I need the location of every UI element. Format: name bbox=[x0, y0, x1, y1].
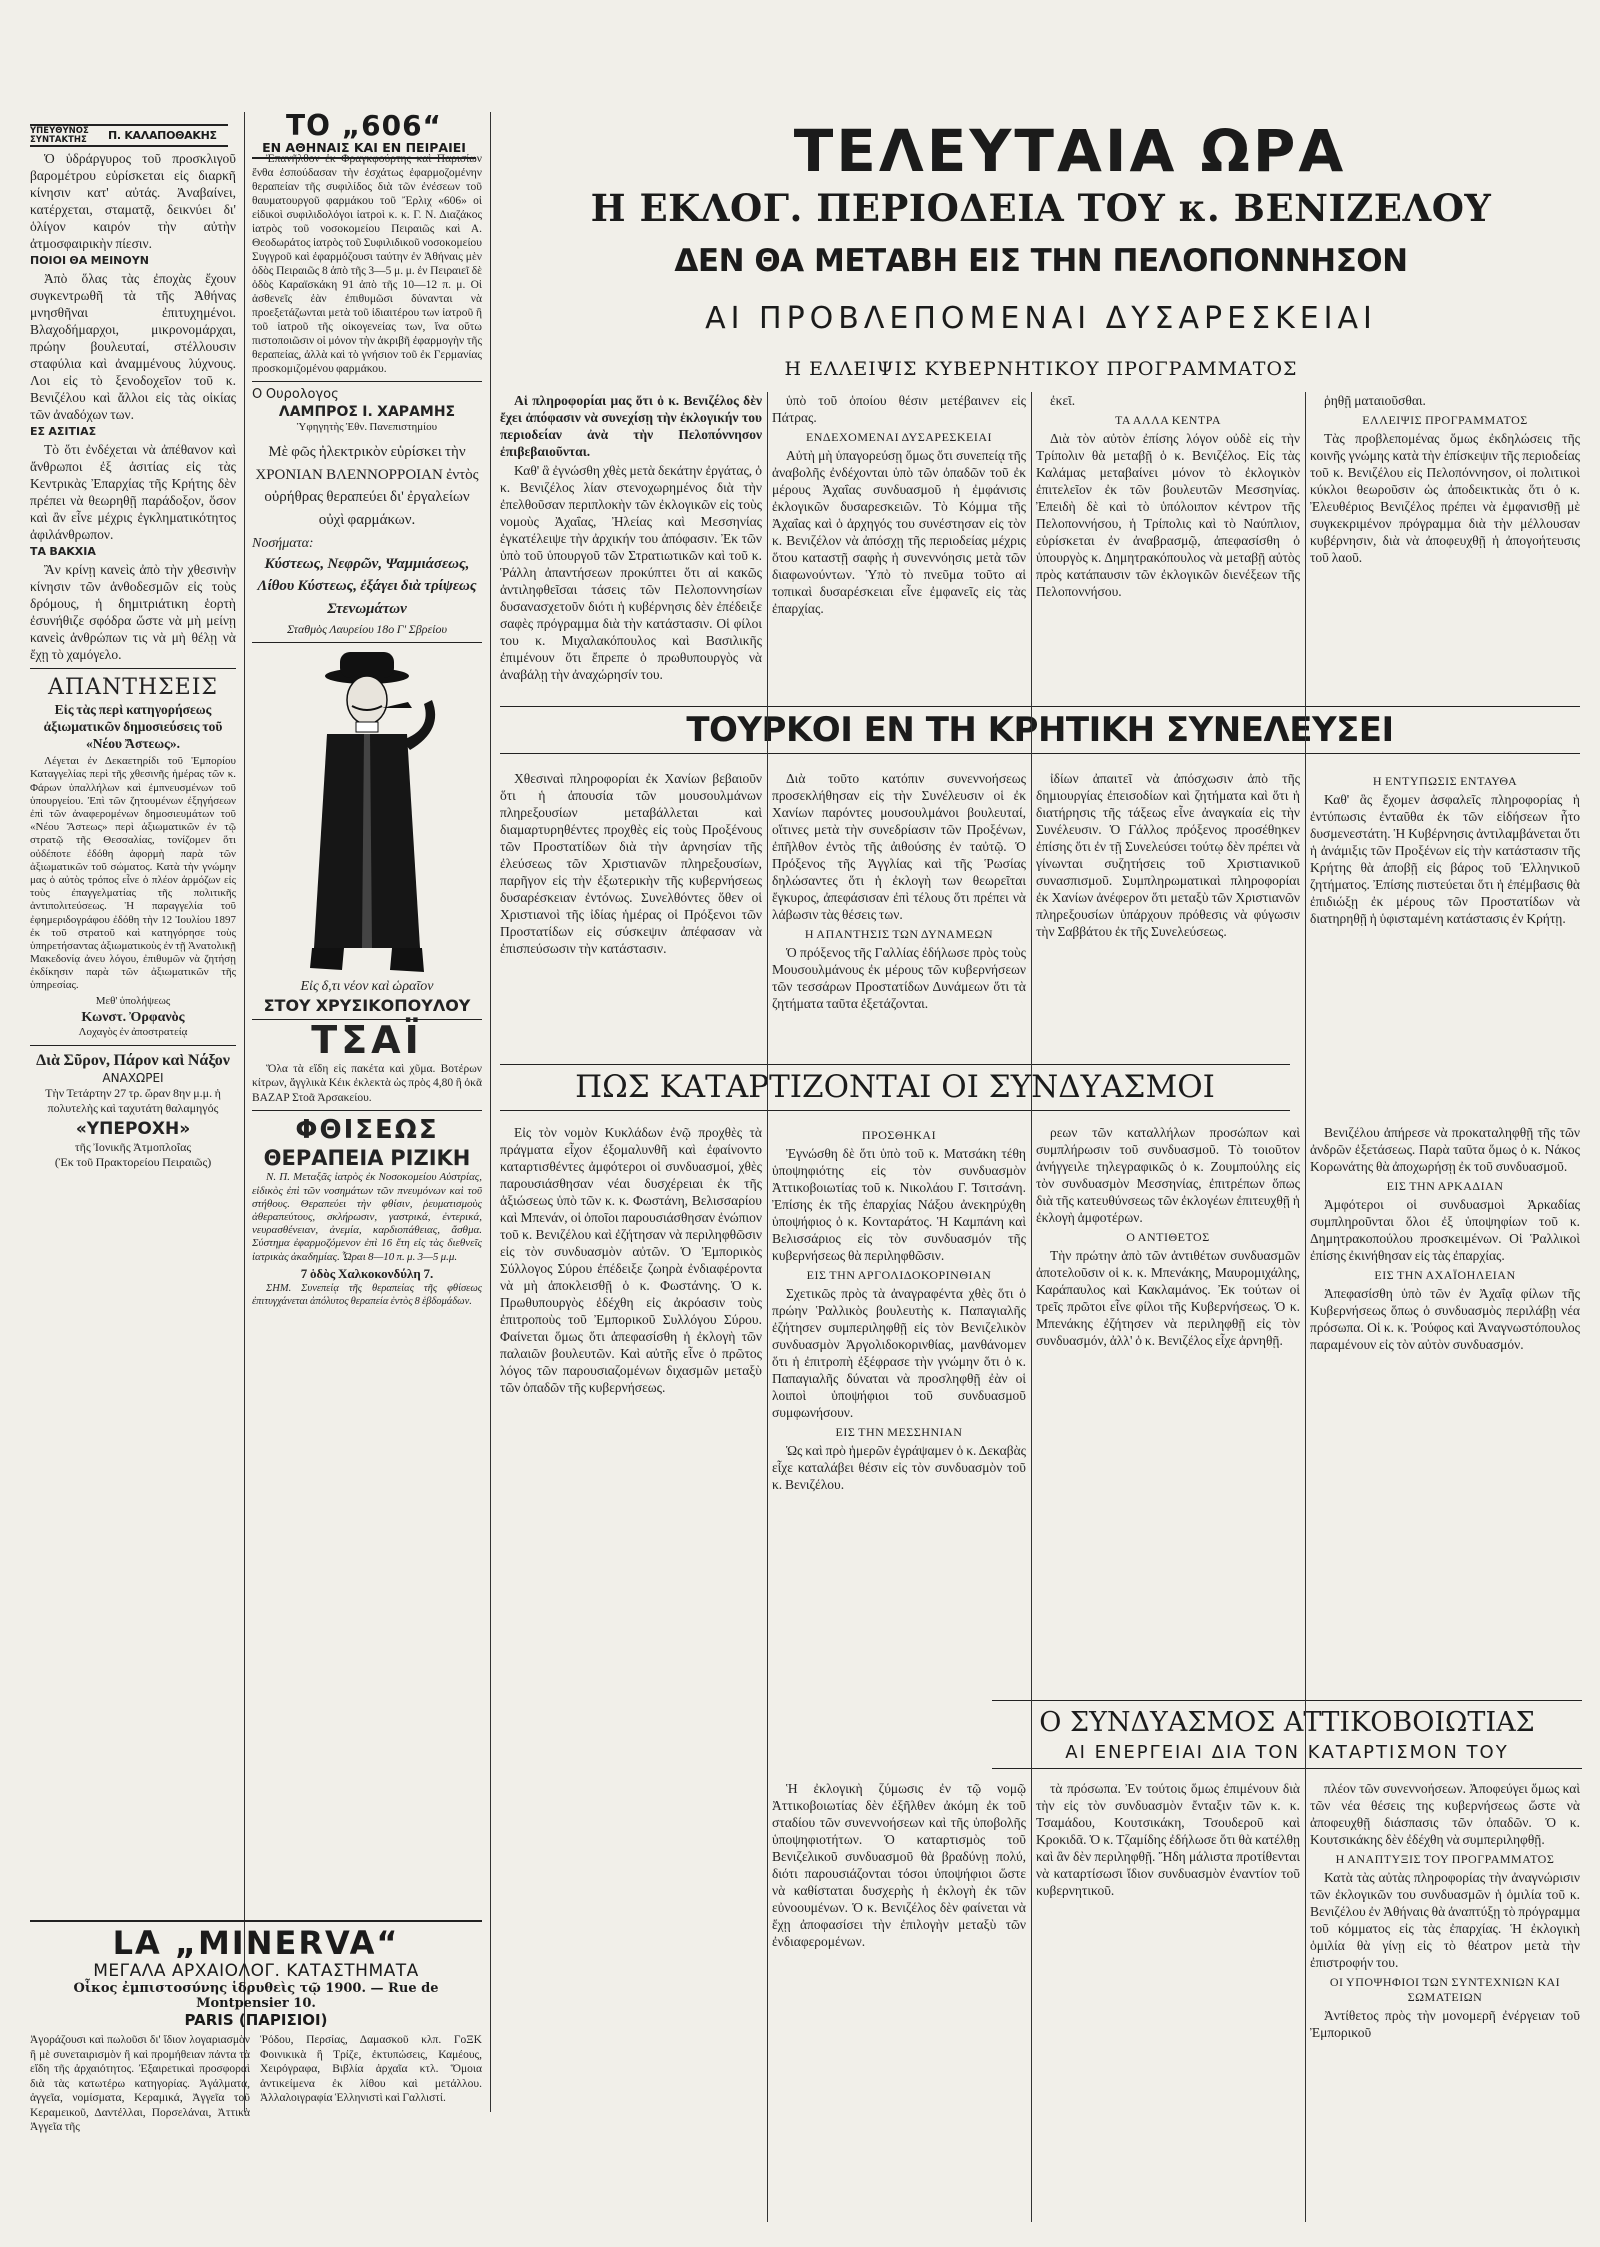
main-article-col-c bbox=[1036, 392, 1300, 602]
main-c-text: ἐκεῖ. bbox=[1050, 393, 1076, 408]
coalitions-b-subhead3: ΕΙΣ ΤΗΝ ΜΕΣΣΗΝΙΑΝ bbox=[835, 1425, 963, 1440]
turks-col-d bbox=[1310, 770, 1580, 929]
coalitions-b2-body: Σχετικῶς πρὸς τὰ ἀναγραφέντα χθὲς ὅτι ὁ πρώην Ῥαλλικὸς βουλευτὴς κ. Παπαγιαλῆς ἐζήτησεν συμπεριληφθῇ εἰς τὸν Βενιζελικὸν συνδυασμὸν Ἀργολιδοκορινθίας, μανθάνομεν ὅτι ἡ ἐπιτροπὴ ἐξέφρασε τὴν γνώμην ὅτι ὁ κ. Παπαγιαλῆς δύναται νὰ προσληφθῇ ἐὰν οἱ λοιποὶ ὑποψήφιοι τοῦ συνδυασμοῦ συμφωνήσουν. bbox=[772, 1286, 1026, 1421]
tea-title: ΤΣΑΪ bbox=[311, 1018, 423, 1063]
signature-role: Λοχαγὸς ἐν ἀποστρατείᾳ bbox=[78, 1026, 188, 1039]
coalitions-col-c bbox=[1036, 1124, 1300, 1351]
headline-displeasure: ΑΙ ΠΡΟΒΛΕΠΟΜΕΝΑΙ ΔΥΣΑΡΕΣΚΕΙΑΙ bbox=[705, 301, 1377, 336]
column-rule-1 bbox=[244, 112, 245, 2112]
attica-subheadline: ΑΙ ΕΝΕΡΓΕΙΑΙ ΔΙΑ ΤΟΝ ΚΑΤΑΡΤΙΣΜΟΝ ΤΟΥ bbox=[992, 1744, 1582, 1769]
main-c-body: Διὰ τὸν αὐτὸν ἐπίσης λόγον οὐδὲ εἰς τὴν Τρίπολιν θὰ μεταβῇ ὁ κ. Βενιζέλος. Εἰς τὰς Καλάμας μεταβαίνει μόνον τὸ ἐκλογικὸν ἐπιτελεῖον ἐκ τῶν βουλευτῶν Μεσσηνίας. Ἐπειδὴ δὲ καὶ τὸ ὑπόλοιπον κέντρον τῆς Πελοποννήσου, ἡ Τρίπολις καὶ τὸ Ναύπλιον, εὑρίσκεται ἐν ἀναβρασμῷ, ἀπεφασίσθη ὁ ὑπουργὸς κ. Δημητρακόπουλος νὰ μεταβῇ αὐτὸς πρὸς κατάπαυσιν τῶν ἐκλογικῶν διενέξεων τῆς Πελοποννήσου. bbox=[1036, 431, 1300, 600]
ship-departure: ΑΝΑΧΩΡΕΙ bbox=[102, 1071, 164, 1086]
attica-c3-body: Ἀντίθετος πρὸς τὴν μονομερῆ ἐνέργειαν τοῦ Ἐμπορικοῦ bbox=[1310, 2008, 1580, 2041]
banner-title: ΤΕΛΕΥΤΑΙΑ ΩΡΑ bbox=[793, 117, 1347, 185]
apantiseis-body: Λέγεται ἐν Δεκαετηρίδι τοῦ Ἐμπορίου Καταγγελίας περὶ τῆς χθεσινῆς ἡμέρας τῶν κ. Φάρων ὑπαλλήλων καὶ ἐμπνευσμένων τοῦ ὑπουργείου. Ἐπὶ τῶν ζητουμένων ἐξηγήσεων ἐπὶ τῶν ἀναφερομένων δημοσιευμάτων τοῦ «Νέου Ἄστεως» περὶ ἀξιωματικῶν ἐν τῷ στρατῷ τῆς Θεσσαλίας, τονίζομεν ὅτι οὐδέποτε ἐδόθη ἀφορμὴ παρὰ τῶν ἀξιωματικῶν τοῦ σώματος. Κατὰ τὴν γνώμην μας ὁ αὐτὸς τρόπος εἶνε ὁ πλέον ἀρμόζων εἰς τοὺς ἐπαγγελματίας τῆς πολιτικῆς ἀντιπολιτεύσεως. Ἡ παραγγελία τοῦ ἐφημεριδογράφου ἐδόθη τὴν 12 Ἰουλίου 1897 ἐκ τοῦ στρατοῦ καὶ κατηγόρησε τοὺς ὑπηρετήσαντας ἀξιωματικοὺς ἐν τῇ Ἀνατολικῇ Μακεδονίᾳ ἀνευ λόγου, ἐπιθυμῶν νὰ ζητήσῃ ἐκδίκησιν παρὰ τῶν ἀξιωματικῶν τῆς ὑπηρεσίας. bbox=[30, 755, 236, 992]
turks-d-body: Καθ' ἃς ἔχομεν ἀσφαλεῖς πληροφορίας ἡ ἐντύπωσις ἐνταῦθα ἐκ τῶν εἰδήσεων ἦτο δυσμενεστάτη. Ἡ Κυβέρνησις ἀντιλαμβάνεται ὅτι ἡ ἀνάμιξις τῶν Προξένων εἰς τὴν κατάστασιν τῆς Κρήτης θὰ ἀποβῇ εἰς βάρος τοῦ Ἑλληνικοῦ ζητήματος. Ἐπίσης πιστεύεται ὅτι ἡ ἐπέμβασις θὰ ἐπιδιώξῃ ἐκ μέρους τῶν Προστατίδων νὰ διατηρηθῇ ἡ ὑφισταμένη κατάστασις ἐν Κρήτῃ. bbox=[1310, 792, 1580, 927]
ad-606-body: Ἐπανῆλθον ἐκ Φραγκφούρτης καὶ Παρισίων ἔνθα ἐσπούδασαν τὴν ἐσχάτως ἐφαρμοζομένην θεραπείαν τῆς συφιλίδος διὰ τῶν ἐνέσεων τοῦ θαυματουργοῦ φαρμάκου τοῦ Ἔρλιχ «606» οἱ εἰδικοὶ συφιλιδολόγοι ἰατροὶ κ. κ. Γ. Ν. Διαζάκος ἰατρὸς τοῦ νοσοκομείου Πειραιῶς καὶ Α. Θεοδωράτος ἰατρὸς τοῦ Συφιλιδικοῦ νοσοκομείου Συγγροῦ καὶ ἐφαρμόζουσι ταύτην ἐν Ἀθήναις μὲν ὁδὸς Πειραιῶς 8 ἀπὸ τῆς 3—5 μ. μ. ἐν Πειραιεῖ δὲ ὁδὸς Καραϊσκάκη 91 ἀπὸ τῆς 10—12 π. μ. Οἱ ἀσθενεῖς ἐὰν ἐπιθυμῶσι δύνανται νὰ προεξετάζωνται μετὰ τοῦ ἰδιαιτέρου των ἰατροῦ ἢ τοῦ ἰατροῦ τῆς οἰκογενείας των, ἵνα οὕτω πιστοποιῶσιν οἱ μόνον τὴν ἀκριβῆ ἐφαρμογὴν τῆς θεραπείας, ἀλλὰ καὶ τὸ γνήσιον τοῦ ἐκ Γερμανίας προσκομιζομένου φαρμάκου. bbox=[252, 153, 482, 376]
attica-col-a bbox=[772, 1780, 1026, 1952]
left-opening: Ὁ ὑδράργυρος τοῦ προσκλιγοῦ βαρομέτρου εὑρίσκεται εἰς διαρκῆ κίνησιν κατ' αὐτάς. Ἀναβαίνει, κατέρχεται, σταματᾷ, δεικνύει δι' ὁλίγον καιρόν τὴν αὐτὴν ἀτμοσφαιρικὴν πίεσιν. bbox=[30, 151, 236, 251]
attica-col-c bbox=[1310, 1780, 1580, 2043]
turks-c-body: ἰδίων ἀπαιτεῖ νὰ ἀπόσχωσιν ἀπὸ τῆς δημιουργίας ἐπεισοδίων καὶ ζητήματα καὶ ὅτι ἡ διατήρησις τῆς τάξεως εἶνε ἀναγκαία εἰς τὴν Συνέλευσιν. Ὁ Γάλλος πρόξενος προσέθηκεν ἐπίσης ὅτι ἐν τῇ Συνελεύσει τούτῳ δὲν πρέπει νὰ γίνωνται συζητήσεις τοῦ Χριστιανικοῦ συνασπισμοῦ. Συμπληρωματικαὶ πληροφορίαι ἐκ Χανίων ἀνέφερον ὅτι μεταξὺ τῶν Χριστιανῶν πληρεξουσίων ὑπάρχουν πρόθεσις νὰ φύγωσιν τὴν Σαββάτου ἐκ τῆς Συνελεύσεως. bbox=[1036, 771, 1300, 939]
phthisis-note: ΣΗΜ. Συνεπείᾳ τῆς θεραπείας τῆς φθίσεως ἐπιτυγχάνεται ἀπόλυτος θεραπεία ἐντὸς 8 ἑβδομάδων. bbox=[252, 1283, 482, 1308]
left-column bbox=[30, 150, 236, 1170]
left-divider-2 bbox=[30, 1045, 236, 1046]
coalitions-col-b bbox=[772, 1124, 1026, 1495]
coalitions-d-subhead: ΕΙΣ ΤΗΝ ΑΡΚΑΔΙΑΝ bbox=[1386, 1179, 1504, 1193]
coalitions-b-subhead2: ΕΙΣ ΤΗΝ ΑΡΓΟΛΙΔΟΚΟΡΙΝΘΙΑΝ bbox=[806, 1268, 992, 1283]
minerva-body bbox=[30, 2033, 482, 2134]
signature-label: Μεθ' ὑπολήψεως bbox=[95, 994, 171, 1007]
phthisis-address: 7 ὁδὸς Χαλκοκονδύλη 7. bbox=[300, 1265, 434, 1281]
main-b-body: Αὐτὴ μὴ ὑπαγορεύσῃ ὅμως ὅτι συνεπείᾳ τῆς ἀναβολῆς ἐνδέχονται ὑπὸ τῶν ὀπαδῶν τοῦ ἐκ μέρους Ἀχαΐας συνδυασμοῦ ἡ ἐμφάνισις ἐκλογικῶν δυσαρεσκειῶν. Τὸ Κόμμα τῆς Ἀχαΐας καὶ ὁ ἀρχηγός του συνέστησαν εἰς τὸν κ. Βενιζέλον νὰ ἀπόσχῃ τῆς περιοδείας μέχρις ὅτου καταστῇ σαφὴς ἡ συνεννόησις μετὰ τῶν διαφωνούντων. Ὑπὸ τὸ πνεῦμα τοῦτο αἱ τοπικαὶ δυσαρέσκειαι εἶνε ἐμφανεῖς εἰς τὰς ἐπαρχίας. bbox=[772, 448, 1026, 617]
turks-col-a bbox=[500, 770, 762, 959]
ads-divider-2 bbox=[252, 642, 482, 643]
apantiseis-title: ΑΠΑΝΤΗΣΕΙΣ bbox=[48, 674, 218, 700]
attica-col-b bbox=[1036, 1780, 1300, 1901]
attica-b-body: τὰ πρόσωπα. Ἐν τούτοις ὅμως ἐπιμένουν διὰ τὴν εἰς τὸν συνδυασμὸν ἔνταξιν τῶν κ. κ. Τσαμάδου, Κουτσικάκη, Τσουδεροῦ καὶ Κροκιδᾶ. Ὁ κ. Τζαμίδης ἐδήλωσε ὅτι θὰ κατέλθῃ καὶ ἂν δὲν περιληφθῇ. Ἤδη μάλιστα προτίθενται νὰ καταρτίσωσι ἴδιον συνδυασμὸν ἐναντίον τοῦ κυβερνητικοῦ. bbox=[1036, 1781, 1300, 1898]
coalitions-d-body: Βενιζέλου ἀπήρεσε νὰ προκαταληφθῇ τῆς τῶν ἀνδρῶν ἐξετάσεως. Παρὰ ταῦτα ὅμως ὁ κ. Νάκος Κορωνάτης θὰ ἀποχωρήσῃ ἐκ τοῦ συνδυασμοῦ. bbox=[1310, 1125, 1580, 1174]
minerva-subtitle: ΜΕΓΑΛΑ ΑΡΧΑΙΟΛΟΓ. ΚΑΤΑΣΤΗΜΑΤΑ bbox=[93, 1961, 419, 1982]
main-article-lead: Αἱ πληροφορίαι μας ὅτι ὁ κ. Βενιζέλος δὲν ἔχει ἀπόφασιν νὰ συνεχίσῃ τὴν ἐκλογικήν του περιοδείαν ἀνὰ τὴν Πελοπόννησον ἐπιβεβαιοῦνται. bbox=[500, 393, 762, 459]
coalitions-c-body: ρεων τῶν καταλλήλων προσώπων καὶ συμπλήρωσιν τοῦ συνδυασμοῦ. Τὸ τοιοῦτον ἀνήγγειλε τηλεγραφικῶς ὁ κ. Ζουμπούλης εἰς τὸν συνδυασμὸν Μεσσηνίας, ἐπιτρέπων ὅπως διὰ τῆς κατευθύνσεως τῶν ἐκλογέων ἐπιτευχθῇ ἡ ἐκλογὴ ἀμφοτέρων. bbox=[1036, 1125, 1300, 1225]
headline-elections: Η ΕΚΛΟΓ. ΠΕΡΙΟΔΕΙΑ ΤΟΥ κ. ΒΕΝΙΖΕΛΟΥ bbox=[590, 186, 1492, 230]
coalitions-d2-body: Ἀμφότεροι οἱ συνδυασμοὶ Ἀρκαδίας συμπληροῦνται ὅλοι ἐξ ὑποψηφίων τοῦ κ. Δημητρακοπούλου προσκειμένων. Οἱ Ῥαλλικοὶ ἐπίσης ἐκινήθησαν εἰς τὰς ἐπαρχίας. bbox=[1310, 1197, 1580, 1264]
main-article-col-d bbox=[1310, 392, 1580, 568]
coalitions-b-body: Ἐγνώσθη δὲ ὅτι ὑπὸ τοῦ κ. Ματσάκη τέθη ὑποψηφιότης εἰς τὸν συνδυασμὸν Ἀττικοβοιωτίας τοῦ κ. Νικολάου Γ. Τσιτσάνη. Ἐπίσης ἐκ τῆς ἐπαρχίας Νάξου ἀνεκηρύχθη ὑποψήφιος ὁ κ. Κονταράτος. Ἡ Καμπάνη καὶ Βελισσάριος εἰς τὸν συνδυασμόν τῆς κυβερνήσεως θὰ περιληφθῶσιν. bbox=[772, 1146, 1026, 1264]
doctor-body: Μὲ φῶς ἠλεκτρικὸν εὑρίσκει τὴν ΧΡΟΝΙΑΝ ΒΛΕΝΝΟΡΡΟΙΑΝ ἐντὸς οὐρήθρας θεραπεύει δι' ἐργαλείων οὐχὶ φαρμάκων. bbox=[255, 444, 479, 528]
minerva-founded: Οἶκος ἐμπιστοσύνης ἱδρυθεὶς τῷ 1900. — Rue de Montpensier 10. bbox=[73, 1981, 439, 2012]
ship-agent: (Ἐκ τοῦ Πρακτορείου Πειραιῶς) bbox=[54, 1155, 212, 1170]
main-d-body: Τὰς προβλεπομένας ὅμως ἐκδηλώσεις τῆς κοινῆς γνώμης κατὰ τὴν ἐπίσκεψιν τῆς περιοδείας τοῦ κ. Βενιζέλου εἰς Πελοπόννησον, οἱ πολιτικοὶ κύκλοι θεωροῦσιν ὡς ἀποδεικτικὰς ὅτι ὁ κ. Ἐλευθέριος Βενιζέλος πρέπει νὰ ἐμφανισθῇ μὲ συγκεκριμένον πρόγραμμα διὰ τὴν μέλλουσαν κυβέρνησιν, διὰ νὰ ἀποφευχθῇ ἡ ἀπογοήτευσις τοῦ λαοῦ. bbox=[1310, 431, 1580, 566]
turks-a-body: Χθεσιναὶ πληροφορίαι ἐκ Χανίων βεβαιοῦν ὅτι ἡ ἀπουσία τῶν μουσουλμάνων πληρεξουσίων μεταβάλλεται καὶ διαμαρτυρηθέντες προχθὲς εἰς τοὺς Προξένους τῶν Προστατίδων διὰ τὴν ἀρνησίαν τῆς ἐλεύσεως τῶν Χριστιανῶν πληρεξουσίων, παρῆγον εἰς τὴν ἐξωτερικὴν τῆς κυβερνήσεως δυσαρέσκειαν ἐντόνως. Συνελθόντες ὅθεν οἱ Χριστιανοὶ τῆς ἰδίας ἡμέρας οἱ Πρόξενοι τῶν Προστατίδων εἰς σύσκεψιν ἀπέφασαν νὰ ἐπισπεύσωσιν τὴν κατάστασιν. bbox=[500, 771, 762, 956]
coalitions-headline: ΠΩΣ ΚΑΤΑΡΤΙΖΟΝΤΑΙ ΟΙ ΣΥΝΔΥΑΣΜΟΙ bbox=[500, 1064, 1290, 1111]
gentleman-illustration bbox=[252, 648, 482, 978]
ads-column bbox=[252, 152, 482, 1311]
column-rule-4 bbox=[1031, 392, 1032, 2222]
column-rule-3 bbox=[767, 392, 768, 2222]
turks-col-c bbox=[1036, 770, 1300, 942]
attica-c-subhead2: ΟΙ ΥΠΟΨΗΦΙΟΙ ΤΩΝ ΣΥΝΤΕΧΝΙΩΝ ΚΑΙ ΣΩΜΑΤΕΙΩΝ bbox=[1329, 1975, 1561, 2005]
ad-606-title: ΤΟ „606“ bbox=[286, 109, 442, 142]
attica-headline: Ο ΣΥΝΔΥΑΣΜΟΣ ΑΤΤΙΚΟΒΟΙΩΤΙΑΣ bbox=[992, 1700, 1582, 1736]
doctor-title: Ὑφηγητὴς Ἐθν. Πανεπιστημίου bbox=[296, 421, 438, 434]
attica-c-subhead: Η ΑΝΑΠΤΥΞΙΣ ΤΟΥ ΠΡΟΓΡΑΜΜΑΤΟΣ bbox=[1335, 1852, 1555, 1866]
column-rule-5 bbox=[1305, 392, 1306, 2222]
main-article-col-a bbox=[500, 392, 762, 685]
ship-route: Διὰ Σῦρον, Πάρον καὶ Νάξον bbox=[36, 1052, 230, 1070]
turks-b-subhead: Η ΑΠΑΝΤΗΣΙΣ ΤΩΝ ΔΥΝΑΜΕΩΝ bbox=[804, 927, 994, 941]
urology-label: Ο Ουρολογος bbox=[252, 387, 339, 403]
left-paragraph-3: Ἂν κρίνῃ κανεὶς ἀπὸ τὴν χθεσινὴν κίνησιν τῶν ἀνθοδεσμῶν εἰς τοὺς δρόμους, ἡ δημιτριάτικη ἑορτὴ ἐσυνήθιζε σφόδρα ὥστε νὰ μὴ μείνῃ κανεὶς ἀνθρώπων τις νὰ μὴ θέλῃ νὰ ἔχῃ τὸ χαμόγελο. bbox=[30, 561, 236, 662]
main-b-subhead: ΕΝΔΕΧΟΜΕΝΑΙ ΔΥΣΑΡΕΣΚΕΙΑΙ bbox=[805, 430, 993, 444]
diseases-body: Κύστεως, Νεφρῶν, Ψαμμιάσεως, Λίθου Κύστεως, ἐξάγει διὰ τρίψεως Στενωμάτων bbox=[257, 555, 477, 617]
hats-text: Εἰς δ,τι νέον καὶ ὡραῖον bbox=[300, 979, 434, 995]
turks-b2-body: Ὁ πρόξενος τῆς Γαλλίας ἐδήλωσε πρὸς τοὺς Μουσουλμάνους ἐκ μέρους τῶν κυβερνήσεων τῶν τεσσάρων Προστατίδων Δυνάμεων ὅτι τὰ ζητήματα ταῦτα ἐξετάζονται. bbox=[772, 945, 1026, 1012]
turks-d-subhead: Η ΕΝΤΥΠΩΣΙΣ ΕΝΤΑΥΘΑ bbox=[1372, 774, 1518, 788]
doctor-address: Σταθμὸς Λαυρείου 18ο Γ' Σβρεἰου bbox=[286, 622, 448, 637]
left-subhead-who: ΠΟΙΟΙ ΘΑ ΜΕΙΝΟΥΝ bbox=[30, 254, 149, 267]
attica-c2-body: Κατὰ τὰς αὐτὰς πληροφορίας τὴν ἀναγνώρισιν τῶν ἐκλογικῶν του συνδυασμῶν ἡ ὁμιλία τοῦ κ. Βενιζέλου ἐν Ἀθήναις θὰ ἀναπτύξῃ τὸ πρόγραμμα τοῦ κόμματος εἰς τὰς ἐπαρχίας. Ἡ ἐκλογικὴ ὁμιλία θὰ γίνῃ εἰς τὸ θέατρον μετὰ τὴν ἐπιστροφήν του. bbox=[1310, 1870, 1580, 1971]
phthisis-subtitle: ΘΕΡΑΠΕΙΑ ΡΙΖΙΚΗ bbox=[263, 1145, 471, 1170]
doctor-name: ΛΑΜΠΡΟΣ Ι. ΧΑΡΑΜΗΣ bbox=[278, 403, 456, 420]
ship-company: τῆς Ἰονικῆς Ἀτμοπλοΐας bbox=[74, 1139, 192, 1154]
gentleman-figure-image bbox=[252, 648, 482, 978]
hats-store: ΣΤΟΥ ΧΡΥΣΙΚΟΠΟΥΛΟΥ bbox=[252, 996, 482, 1020]
main-b-text: ὑπὸ τοῦ ὁποίου θέσιν μετέβαινεν εἰς Πάτρας. bbox=[772, 393, 1026, 425]
turks-b-body: Διὰ τοῦτο κατόπιν συνεννοήσεως προσεκλήθησαν εἰς τὴν Συνέλευσιν οἱ ἐκ Χανίων παρόντες μουσουλμάνοι βουλευταί, οἵτινες μετὰ τὴν συνεδρίασιν τῶν Προξένων, ἐπῆλθον ἐντὸς τῆς ἀιθούσης ἐν ταὐτῷ. Ὁ Πρόξενος τῆς Ἀγγλίας καὶ τῆς Ῥωσίας δηλώσαντες ὅτι ἡ ἐκλογὴ των θεωρεῖται ἔγκυρος, ἀπεφάσισαν ἐπὶ τέλους ὅτι πρέπει νὰ λάβωσιν τὰς θέσεις των. bbox=[772, 771, 1026, 922]
headline-peloponnese: ΔΕΝ ΘΑ ΜΕΤΑΒΗ ΕΙΣ ΤΗΝ ΠΕΛΟΠΟΝΝΗΣΟΝ bbox=[674, 243, 1408, 279]
left-subhead-asitia: ΕΣ ΑΣΙΤΙΑΣ bbox=[30, 424, 97, 438]
coalitions-col-a bbox=[500, 1124, 762, 1398]
editor-box bbox=[30, 124, 228, 147]
main-article-col-b bbox=[772, 392, 1026, 619]
coalitions-c2-body: Τὴν πρώτην ἀπὸ τῶν ἀντιθέτων συνδυασμῶν ἀποτελοῦσιν οἱ κ. κ. Μπενάκης, Μαυρομιχάλης, Καράπαυλος καὶ Κακλαμάνος. Ἐκ τούτων οἱ τρεῖς πρῶτοι εἶνε φίλοι τῆς Κυβερνήσεως. Ὁ κ. Μπενάκης ἐζήτησεν νὰ περιληφθῇ εἰς τὸν συνδυασμόν, ἀλλ' ὁ κ. Βενιζέλος εἶχε ἀρνηθῇ. bbox=[1036, 1248, 1300, 1349]
attica-a-body: Ἡ ἐκλογικὴ ζύμωσις ἐν τῷ νομῷ Ἀττικοβοιωτίας δὲν ἐξῆλθεν ἀκόμη ἐκ τοῦ σταδίου τῶν συνεννοήσεων καὶ τῆς ὑποβολῆς ὑποψηφιοτήτων. Ὁ καταρτισμὸς τοῦ Βενιζελικοῦ συνδυασμοῦ θὰ βραδύνῃ πολύ, διότι παρουσιάζονται τόσοι ὑποψήφιοι ὥστε νὰ καθίσταται δυσχερὴς ἡ ἐκλογὴ ἐκ τῶν εὐνοουμένων. Ὁ κ. Βενιζέλος δὲν φαίνεται νὰ ἔχῃ ἀποφασίσει τὴν ἐπιλογὴν μεταξὺ τῶν ἐνδιαφερομένων. bbox=[772, 1781, 1026, 1949]
minerva-city: PARIS (ΠΑΡΙΣΙΟΙ) bbox=[184, 2011, 328, 2030]
main-article-body: Καθ' ἃ ἐγνώσθη χθὲς μετὰ δεκάτην ἐργάτας, ὁ κ. Βενιζέλος λίαν στενοχωρημένος διὰ τὴν ἐπελθοῦσαν περιπλοκὴν τῶν ἐκλογικῶν εἰς τοὺς νομοὺς Ἀχαΐας, Ἠλείας καὶ Μεσσηνίας ἐγκατέλειψε τὴν ἀρχικήν του ἀπόφασιν. Ἐκ τῶν ὑπὸ τοῦ ὑπουργοῦ τῶν Στρατιωτικῶν καὶ τοῦ κ. Ῥάλλη ἀπαντήσεων προκύπτει ὅτι αἱ κακῶς ἀντιληφθεῖσαι τάσεις τῶν Πελοποννησίων δυσανασχετοῦν διότι ἡ κυβέρνησις δὲν ἐπέδειξε σαφὲς πρόγραμμα διὰ τὴν κατάστασιν. Οἱ φίλοι του κ. Μιχαλακόπουλος καὶ Βασιλικῆς ἐπιμένουν ὅτι ἔπρεπε ὁ πρωθυπουργὸς νὰ ἀναβάλῃ τὴν ἀναχώρησίν του. bbox=[500, 463, 762, 682]
left-paragraph-2: Τὸ ὅτι ἐνδέχεται νὰ ἀπέθανον καὶ ἄνθρωποι ἐξ ἀσιτίας εἰς τὰς Κεντρικὰς Ἐπαρχίας τῆς Κρήτης δὲν πρέπει νὰ θεωρηθῇ παράδοξον, ὅσον καὶ ἂν εἶνε μέχρις ἐγκληματικότητος ἀφιλάνθρωπον. bbox=[30, 441, 236, 542]
tea-body: Ὅλα τὰ εἴδη εἰς πακέτα καὶ χῦμα. Βοτέρων κίτρων, ἄγγλικὰ Κέικ ἐκλεκτὰ ὡς πρὸς 4,80 ἢ ὀκᾶ ΒΑΖΑΡ Στοᾶ Ἀρσακείου. bbox=[252, 1062, 482, 1104]
headline-program: Η ΕΛΛΕΙΨΙΣ ΚΥΒΕΡΝΗΤΙΚΟΥ ΠΡΟΓΡΑΜΜΑΤΟΣ bbox=[784, 358, 1298, 380]
attica-c-body: πλέον τῶν συνεννοήσεων. Ἀποφεύγει ὅμως καὶ τῶν νέα θέσεις της κυβερνήσεως ὥστε νὰ ἀποφευχθῇ διάσπασις τῶν ὀπαδῶν. Ὁ κ. Κουτσικάκης δὲν ἐδέχθη νὰ συμπεριληφθῇ. bbox=[1310, 1781, 1580, 1847]
coalitions-a-body: Εἰς τὸν νομὸν Κυκλάδων ἐνῷ προχθὲς τὰ πράγματα εἶχον ἐξομαλυνθῆ καὶ ἐφαίνοντο καταρτισθέντες ἀμφότεροι οἱ συνδυασμοί, χθὲς παρουσιάσθησαν νέαι δυσχέρειαι ἐκ τῆς ἀξιώσεως ὑπὸ τῶν κ. κ. Φωστάνη, Βελισσαρίου καὶ Μπενάν, οἱ ὁποῖοι παρουσιάσθησαν ἐνώπιον τοῦ κ. Βενιζέλου καὶ ἐζήτησαν νὰ περιληφθῶσιν εἰς τὸν συνδυασμὸν αὐτῶν. Ὁ Ἐμπορικὸς Σύλλογος Σύρου ἐπέδειξε ζωηρὰ ἐνδιαφέροντα νὰ μὴ ἀποκλεισθῇ ὁ κ. Φωστάνης. Ὁ κ. Πρωθυπουργὸς ἐδέχθη εἰς ἀκρόασιν τοὺς ἐπιτροποὺς τοῦ Ἐμπορικοῦ Συλλόγου Σύρου. Φαίνεται ὅμως ὅτι ἀπεφασίσθη ἡ ἐκλογὴ τῶν παλαιῶν βουλευτῶν. Καὶ αὐτῆς εἶνε ὁ πρῶτος λόγος τῶν παρουσιαζομένων διχασμῶν μεταξὺ τῶν ὀπαδῶν τῆς κυβερνήσεως. bbox=[500, 1125, 762, 1395]
phthisis-body: Ν. Π. Μεταξᾶς ἰατρὸς ἐκ Νοσοκομείου Αὐστρίας, εἰδικὸς ἐπὶ τῶν νοσημάτων τῶν πνευμόνων καὶ τοῦ στήθους. Θεραπεύει τὴν φθίσιν, ῥευματισμοὺς ἀθεραπεύτους, σκλήρωσιν, γαστρικά, ἐντερικά, νευρασθένειαν, ἀνεμία, καρδιοπάθειας, ἄσθμα. Σύστημα ἐφαρμοζόμενον ἐπὶ 16 ἔτη εἰς τὰς διεθνεῖς ἰατρικὰς ἀκαδημίας. Ὧραι 8—10 π. μ. 3—5 μ.μ. bbox=[252, 1171, 482, 1263]
coalitions-d3-body: Ἀπεφασίσθη ὑπὸ τῶν ἐν Ἀχαΐᾳ φίλων τῆς Κυβερνήσεως ὅπως ὁ συνδυασμὸς περιλάβῃ νέα πρόσωπα. Οἱ κ. κ. Ῥούφος καὶ Ἀναγνωστόπουλος παραμένουν εἰς τὸν αὐτὸν συνδυασμόν. bbox=[1310, 1286, 1580, 1353]
main-c-subhead: ΤΑ ΑΛΛΑ ΚΕΝΤΡΑ bbox=[1114, 413, 1222, 427]
main-d-subhead: ΕΛΛΕΙΨΙΣ ΠΡΟΓΡΑΜΜΑΤΟΣ bbox=[1362, 413, 1528, 427]
ship-name: «ΥΠΕΡΟΧΗ» bbox=[75, 1118, 191, 1139]
minerva-body-left: Ἀγοράζουσι καὶ πωλοῦσι δι' ἴδιον λογαριασμὸν ἢ μὲ συνεταιρισμὸν ἢ καὶ προμήθειαν πάντα τὰ εἴδη τῆς ἀρχαιότητος. Ἐξαιρετικαὶ προσφοραὶ διὰ τὰς κατωτέρω κατηγορίας. Ἀγάλματα, ἀγγεῖα, νομίσματα, Κεραμικά, Ἀγγεῖα τοῦ Κεραμεικοῦ, Δαντέλλαι, Πορσελάναι, Ἀττικὰ Ἀγγεῖα τῆς bbox=[30, 2034, 250, 2134]
coalitions-col-d bbox=[1310, 1124, 1580, 1355]
minerva-ad bbox=[30, 1920, 482, 2135]
apantiseis-subtitle: Εἰς τὰς περὶ κατηγορήσεως ἀξιωματικῶν δημοσιεύσεις τοῦ «Νέου Ἄστεως». bbox=[43, 702, 223, 752]
coalitions-d-subhead2: ΕΙΣ ΤΗΝ ΑΧΑΪΟΗΛΕΙΑΝ bbox=[1374, 1268, 1516, 1283]
ad-606-subtitle: ΕΝ ΑΘΗΝΑΙΣ ΚΑΙ ΕΝ ΠΕΙΡΑΙΕΙ bbox=[252, 140, 476, 159]
minerva-body-right: Ῥόδου, Περσίας, Δαμασκοῦ κλπ. ΓοΞΚ Φοινικικὰ ἢ Τρίζε, ἐκτυπώσεις, Καμέους, Χειρόγραφα, Βιβλία ἀρχαῖα κτλ. Ὅμοια ἀντικείμενα ἐκ λίθου καὶ μετάλλου. Ἀλλαλοιγραφία Ἑλληνιστὶ καὶ Γαλλιστί. bbox=[260, 2034, 482, 2105]
ship-when: Τὴν Τετάρτην 27 τρ. ὥραν 8ην μ.μ. ἡ πολυτελὴς καὶ ταχυτάτη θαλαμηγός bbox=[45, 1086, 221, 1116]
main-d-text: ῥηθῇ ματαιοῦσθαι. bbox=[1324, 393, 1426, 408]
diseases-label: Νοσήματα: bbox=[252, 536, 314, 552]
coalitions-b3-body: Ὡς καὶ πρὸ ἡμερῶν ἐγράψαμεν ὁ κ. Δεκαβὰς εἶχε καταλάβει θέσιν εἰς τὸν συνδυασμὸν τοῦ κ. Βενιζέλου. bbox=[772, 1443, 1026, 1493]
editor-label: ΥΠΕΥΘΥΝΟΣ ΣΥΝΤΑΚΤΗΣ bbox=[30, 126, 89, 145]
editor-name: Π. ΚΑΛΑΠΟΘΑΚΗΣ bbox=[108, 129, 217, 142]
turks-col-b bbox=[772, 770, 1026, 1014]
coalitions-b-subhead: ΠΡΟΣΘΗΚΑΙ bbox=[861, 1128, 937, 1142]
left-divider-1 bbox=[30, 668, 236, 669]
phthisis-title: ΦΘΙΣΕΩΣ bbox=[295, 1115, 439, 1146]
ads-divider-3 bbox=[252, 1110, 482, 1111]
left-paragraph-1: Ἀπὸ ὅλας τὰς ἐποχὰς ἔχουν συγκεντρωθῆ τὰ τῆς Ἀθήνας μνησθῆναι ἐπιτυχημένοι. Βλαχοδήμαρχοι, μικρονομάρχαι, πρώην βουλευταί, στέλλουσιν σταφύλια καὶ ἀναμμένους λύχνους. Λοι εἰς τὸ ξενοδοχεῖον τοῦ κ. Βενιζέλου καὶ ἄλλοι εἰς τὰς οἰκίας τῶν ἀναδόχων των. bbox=[30, 270, 236, 422]
left-subhead-bakxia: ΤΑ ΒΑΚΧΙΑ bbox=[30, 544, 96, 558]
ads-divider-1 bbox=[252, 381, 482, 382]
minerva-title: LA „MINERVA“ bbox=[112, 1924, 400, 1962]
coalitions-c-subhead: Ο ΑΝΤΙΘΕΤΟΣ bbox=[1126, 1230, 1210, 1244]
turks-headline: ΤΟΥΡΚΟΙ ΕΝ ΤΗ ΚΡΗΤΙΚΗ ΣΥΝΕΛΕΥΣΕΙ bbox=[500, 706, 1580, 754]
signature-name: Κωνστ. Ὀρφανὸς bbox=[81, 1009, 185, 1025]
column-rule-2 bbox=[490, 112, 491, 2112]
